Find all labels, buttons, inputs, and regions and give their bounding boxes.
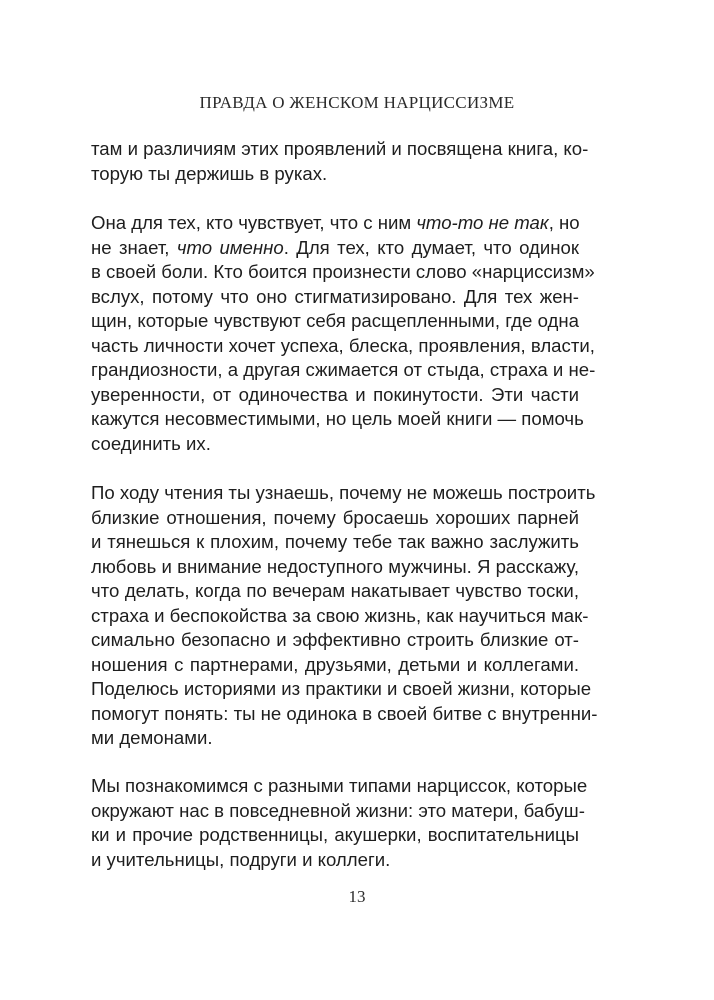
text-line: окружают нас в повседневной жизни: это матери, бабуш- (91, 799, 585, 821)
text-line: симально безопасно и эффективно строить близкие от- (91, 629, 579, 650)
text-line: и тянешься к плохим, почему тебе так важно заслужить (91, 531, 579, 552)
paragraph (91, 137, 589, 186)
emphasis: что-то не так (416, 212, 549, 233)
text-line: ки и прочие родственницы, акушерки, воспитательницы (91, 824, 579, 845)
text-line: Мы познакомимся с разными типами нарциссок, которые (91, 775, 588, 796)
text-line: грандиозности, а другая сжимается от стыда, страха и не- (91, 359, 596, 380)
text-line: часть личности хочет успеха, блеска, проявления, власти, (91, 334, 595, 356)
text-line: близкие отношения, почему бросаешь хороших парней (91, 506, 579, 528)
text-line: что делать, когда по вечерам накатывает чувство тоски, (91, 580, 579, 601)
text-line: соединить их. (91, 432, 211, 454)
text-run: Она для тех, кто чувствует, что с ним (91, 212, 417, 233)
text-line: ми демонами. (91, 727, 213, 748)
text-line: уверенности, от одиночества и покинутости. Эти части (91, 383, 579, 405)
paragraph (91, 211, 596, 456)
text-line: ношения с партнерами, друзьями, детьми и коллегами. (91, 653, 579, 675)
text-line: страха и беспокойства за свою жизнь, как научиться мак- (91, 604, 589, 626)
text-line: любовь и внимание недоступного мужчины. Я расскажу, (91, 555, 579, 577)
text-line: щин, которые чувствуют себя расщепленными, где одна (91, 310, 579, 331)
running-title: ПРАВДА О ЖЕНСКОМ НАРЦИССИЗМЕ (199, 93, 515, 112)
paragraph (91, 481, 598, 751)
text-line: там и различиям этих проявлений и посвящена книга, ко- (91, 138, 589, 159)
text-line: По ходу чтения ты узнаешь, почему не можешь построить (91, 482, 596, 503)
emphasis: что именно (176, 236, 284, 258)
text-line (91, 236, 579, 261)
text-line: помогут понять: ты не одинока в своей битве с внутренни- (91, 702, 598, 724)
text-line: в своей боли. Кто боится произнести слово «нарциссизм» (91, 261, 595, 282)
text-line: и учительницы, подруги и коллеги. (91, 848, 391, 870)
text-line: торую ты держишь в руках. (91, 162, 328, 184)
text-line: Поделюсь историями из практики и своей жизни, которые (91, 678, 592, 699)
text-run: не знает, (91, 236, 177, 258)
text-run: . Для тех, кто думает, что одинок (283, 236, 579, 258)
text-run: , но (548, 212, 580, 233)
paragraph (91, 774, 588, 872)
page-number: 13 (348, 887, 366, 906)
text-line: кажутся несовместимыми, но цель моей книги — помочь (91, 408, 584, 429)
text-line (91, 211, 579, 236)
text-line: вслух, потому что оно стигматизировано. Для тех жен- (91, 285, 579, 307)
